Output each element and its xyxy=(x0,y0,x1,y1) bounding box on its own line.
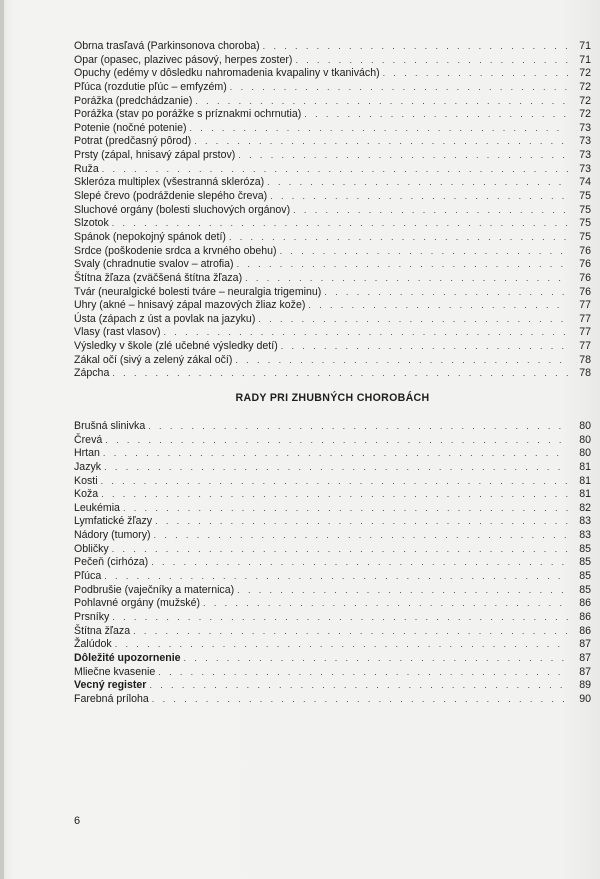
toc-leader-dots xyxy=(383,67,568,81)
toc-entry-label: Hrtan xyxy=(74,447,100,460)
toc-entry-page: 80 xyxy=(579,447,591,460)
toc-entry-page: 80 xyxy=(579,420,591,432)
toc-leader-dots xyxy=(112,217,568,231)
toc-leader-dots xyxy=(101,488,568,502)
toc-entry-page: 78 xyxy=(579,367,591,380)
toc-entry xyxy=(74,652,591,666)
toc-entry-label: Kosti xyxy=(74,474,98,487)
toc-entry xyxy=(74,340,591,354)
toc-leader-dots xyxy=(148,420,568,434)
toc-entry xyxy=(74,502,591,516)
toc-leader-dots xyxy=(203,597,568,611)
toc-entry-page: 76 xyxy=(579,271,591,284)
toc-entry-label: Porážka (predchádzanie) xyxy=(74,94,193,107)
toc-leader-dots xyxy=(324,286,568,300)
toc-entry-label: Spánok (nepokojný spánok detí) xyxy=(74,230,226,243)
toc-leader-dots xyxy=(123,502,568,516)
toc-entry xyxy=(74,258,591,272)
toc-entry-label: Slepé črevo (podráždenie slepého čreva) xyxy=(74,190,268,203)
toc-entry-page: 73 xyxy=(579,149,591,162)
toc-entry xyxy=(74,231,591,245)
toc-leader-dots xyxy=(195,95,568,109)
toc-entry xyxy=(74,326,591,340)
toc-entry xyxy=(74,611,591,625)
toc-entry-label: Nádory (tumory) xyxy=(74,529,151,542)
toc-entry xyxy=(74,299,591,313)
toc-entry xyxy=(74,461,591,475)
toc-entry-label: Zápcha xyxy=(74,367,110,380)
toc-entry-label: Uhry (akné – hnisavý zápal mazových žliaz kože) xyxy=(74,299,306,312)
toc-entry xyxy=(74,54,591,68)
toc-entry-page: 75 xyxy=(579,203,591,216)
toc-entry-label: Štítna žľaza (zväčšená štítna žľaza) xyxy=(74,271,243,284)
toc-entry-page: 83 xyxy=(579,515,591,528)
toc-entry-label: Dôležité upozornenie xyxy=(74,651,181,664)
toc-entry xyxy=(74,163,591,177)
toc-entry-label: Prsty (zápal, hnisavý zápal prstov) xyxy=(74,149,236,162)
toc-entry-page: 75 xyxy=(579,230,591,243)
toc-entry-label: Slzotok xyxy=(74,217,109,230)
toc-entry xyxy=(74,434,591,448)
toc-entry-page: 76 xyxy=(579,285,591,298)
toc-leader-dots xyxy=(295,54,568,68)
toc-entry-label: Lymfatické žľazy xyxy=(74,515,153,528)
page-spine-shadow xyxy=(0,0,4,879)
toc-entry-label: Pľúca xyxy=(74,570,102,583)
toc-entry-page: 87 xyxy=(579,651,591,664)
toc-entry xyxy=(74,597,591,611)
toc-entry-label: Črevá xyxy=(74,433,103,446)
toc-leader-dots xyxy=(152,693,568,707)
toc-entry-page: 87 xyxy=(579,638,591,651)
toc-entry-label: Vlasy (rast vlasov) xyxy=(74,326,161,339)
toc-entry xyxy=(74,475,591,489)
toc-leader-dots xyxy=(194,135,568,149)
toc-leader-dots xyxy=(115,638,568,652)
toc-entry-page: 72 xyxy=(579,94,591,107)
toc-entry-page: 86 xyxy=(579,610,591,623)
toc-entry-page: 72 xyxy=(579,108,591,121)
toc-entry-page: 71 xyxy=(579,40,591,52)
toc-entry-label: Pľúca (rozdutie pľúc – emfyzém) xyxy=(74,80,227,93)
toc-entry-page: 81 xyxy=(579,474,591,487)
toc-entry-label: Podbrušie (vaječníky a maternica) xyxy=(74,583,235,596)
toc-entry-page: 77 xyxy=(579,312,591,325)
toc-entry xyxy=(74,354,591,368)
toc-entry xyxy=(74,570,591,584)
toc-leader-dots xyxy=(103,447,568,461)
toc-entry-label: Ústa (zápach z úst a povlak na jazyku) xyxy=(74,312,256,325)
toc-leader-dots xyxy=(112,543,568,557)
toc-entry xyxy=(74,666,591,680)
toc-leader-dots xyxy=(155,515,568,529)
toc-leader-dots xyxy=(235,354,568,368)
toc-entry xyxy=(74,556,591,570)
toc-entry-page: 75 xyxy=(579,190,591,203)
toc-entry-label: Obrna trasľavá (Parkinsonova choroba) xyxy=(74,40,260,52)
toc-leader-dots xyxy=(104,570,568,584)
toc-entry-page: 85 xyxy=(579,542,591,555)
toc-entry xyxy=(74,638,591,652)
toc-list-ailments xyxy=(74,40,591,381)
toc-entry-page: 85 xyxy=(579,583,591,596)
toc-entry-label: Ruža xyxy=(74,162,99,175)
toc-entry-label: Vecný register xyxy=(74,679,147,692)
toc-entry-label: Výsledky v škole (zlé učebné výsledky detí) xyxy=(74,340,278,353)
toc-entry-page: 76 xyxy=(579,244,591,257)
toc-entry xyxy=(74,122,591,136)
toc-entry-page: 72 xyxy=(579,67,591,80)
toc-entry xyxy=(74,190,591,204)
toc-leader-dots xyxy=(102,163,568,177)
toc-entry xyxy=(74,543,591,557)
toc-leader-dots xyxy=(104,461,568,475)
toc-entry-page: 82 xyxy=(579,501,591,514)
toc-entry-label: Obličky xyxy=(74,542,109,555)
toc-entry-label: Leukémia xyxy=(74,501,120,514)
toc-entry-page: 72 xyxy=(579,80,591,93)
toc-entry xyxy=(74,95,591,109)
toc-leader-dots xyxy=(230,81,568,95)
toc-leader-dots xyxy=(112,611,568,625)
toc-entry xyxy=(74,679,591,693)
toc-entry-page: 86 xyxy=(579,624,591,637)
toc-entry xyxy=(74,272,591,286)
toc-entry-label: Zákal očí (sivý a zelený zákal očí) xyxy=(74,353,233,366)
toc-entry xyxy=(74,529,591,543)
toc-leader-dots xyxy=(164,326,568,340)
toc-leader-dots xyxy=(154,529,568,543)
toc-list-cancers xyxy=(74,420,591,706)
toc-entry-label: Svaly (chradnutie svalov – atrofia) xyxy=(74,258,234,271)
toc-entry-page: 89 xyxy=(579,679,591,692)
toc-leader-dots xyxy=(304,108,568,122)
toc-entry-page: 77 xyxy=(579,340,591,353)
toc-leader-dots xyxy=(190,122,569,136)
toc-entry xyxy=(74,176,591,190)
toc-entry-page: 74 xyxy=(579,176,591,189)
toc-entry-label: Pohlavné orgány (mužské) xyxy=(74,597,201,610)
toc-entry-label: Sluchové orgány (bolesti sluchových orgánov) xyxy=(74,203,291,216)
toc-entry-label: Potenie (nočné potenie) xyxy=(74,121,187,134)
toc-entry xyxy=(74,67,591,81)
toc-entry xyxy=(74,488,591,502)
toc-entry-page: 76 xyxy=(579,258,591,271)
toc-entry-label: Farebná príloha xyxy=(74,692,149,705)
toc-leader-dots xyxy=(267,176,568,190)
toc-entry-page: 80 xyxy=(579,433,591,446)
toc-entry-page: 86 xyxy=(579,597,591,610)
toc-entry-page: 85 xyxy=(579,556,591,569)
toc-entry-label: Srdce (poškodenie srdca a krvného obehu) xyxy=(74,244,277,257)
toc-entry-label: Skleróza multiplex (všestranná skleróza) xyxy=(74,176,265,189)
toc-entry xyxy=(74,693,591,707)
toc-entry xyxy=(74,420,591,434)
toc-entry-page: 77 xyxy=(579,326,591,339)
toc-leader-dots xyxy=(101,475,568,489)
toc-leader-dots xyxy=(238,149,568,163)
toc-entry xyxy=(74,313,591,327)
toc-entry xyxy=(74,245,591,259)
toc-entry-label: Koža xyxy=(74,488,99,501)
toc-leader-dots xyxy=(237,584,568,598)
toc-leader-dots xyxy=(184,652,568,666)
toc-entry xyxy=(74,135,591,149)
toc-entry-page: 73 xyxy=(579,162,591,175)
toc-leader-dots xyxy=(237,258,568,272)
toc-entry-label: Jazyk xyxy=(74,460,102,473)
section-heading: RADY PRI ZHUBNÝCH CHOROBÁCH xyxy=(235,392,430,404)
toc-entry-label: Žalúdok xyxy=(74,638,112,651)
toc-leader-dots xyxy=(245,272,568,286)
toc-entry xyxy=(74,40,591,54)
toc-entry xyxy=(74,149,591,163)
toc-leader-dots xyxy=(105,434,568,448)
toc-entry xyxy=(74,367,591,381)
toc-entry-label: Pečeň (cirhóza) xyxy=(74,556,149,569)
toc-leader-dots xyxy=(258,313,568,327)
toc-entry-page: 73 xyxy=(579,135,591,148)
toc-entry-label: Mliečne kvasenie xyxy=(74,665,156,678)
toc-entry-page: 73 xyxy=(579,121,591,134)
toc-leader-dots xyxy=(112,367,568,381)
toc-entry xyxy=(74,625,591,639)
toc-entry xyxy=(74,81,591,95)
toc-entry xyxy=(74,217,591,231)
toc-entry-page: 81 xyxy=(579,460,591,473)
toc-entry-label: Potrat (predčasný pôrod) xyxy=(74,135,192,148)
toc-leader-dots xyxy=(308,299,568,313)
toc-entry-page: 71 xyxy=(579,53,591,66)
toc-entry-page: 83 xyxy=(579,529,591,542)
toc-entry-label: Štítna žľaza xyxy=(74,624,131,637)
toc-entry xyxy=(74,286,591,300)
toc-leader-dots xyxy=(263,40,568,54)
page-number: 6 xyxy=(74,815,81,827)
toc-leader-dots xyxy=(229,231,568,245)
toc-entry-page: 75 xyxy=(579,217,591,230)
toc-leader-dots xyxy=(133,625,568,639)
toc-entry-page: 78 xyxy=(579,353,591,366)
toc-leader-dots xyxy=(280,245,568,259)
toc-entry-label: Porážka (stav po porážke s príznakmi ochrnutia) xyxy=(74,108,302,121)
toc-leader-dots xyxy=(158,666,568,680)
toc-entry-page: 87 xyxy=(579,665,591,678)
toc-leader-dots xyxy=(281,340,568,354)
toc-entry xyxy=(74,515,591,529)
toc-leader-dots xyxy=(293,204,568,218)
toc-entry-page: 85 xyxy=(579,570,591,583)
toc-leader-dots xyxy=(151,556,568,570)
toc-leader-dots xyxy=(270,190,568,204)
toc-entry-page: 81 xyxy=(579,488,591,501)
toc-entry xyxy=(74,447,591,461)
toc-entry-page: 77 xyxy=(579,299,591,312)
toc-leader-dots xyxy=(149,679,568,693)
toc-entry-label: Prsníky xyxy=(74,610,110,623)
toc-entry-label: Brušná slinivka xyxy=(74,420,146,432)
toc-entry xyxy=(74,584,591,598)
toc-entry xyxy=(74,108,591,122)
toc-entry-label: Tvár (neuralgické bolesti tváre – neuralgia trigeminu) xyxy=(74,285,322,298)
toc-entry-label: Opuchy (edémy v dôsledku nahromadenia kvapaliny v tkanivách) xyxy=(74,67,380,80)
toc-entry xyxy=(74,204,591,218)
toc-entry-page: 90 xyxy=(579,692,591,705)
toc-entry-label: Opar (opasec, plazivec pásový, herpes zoster) xyxy=(74,53,293,66)
